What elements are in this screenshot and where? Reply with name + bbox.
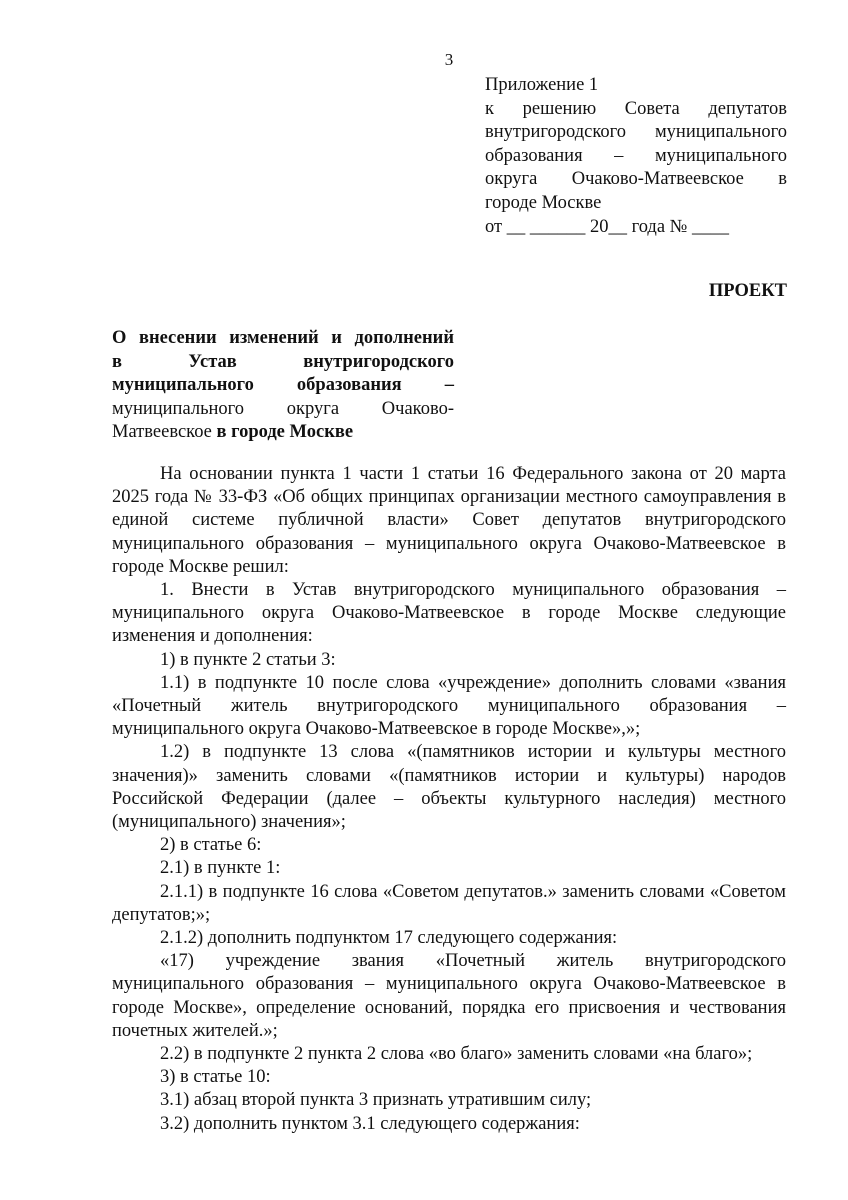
paragraph: 2.1.2) дополнить подпунктом 17 следующего содержания: xyxy=(160,928,618,949)
appendix-line: внутригородского муниципального xyxy=(485,122,787,143)
paragraph: 3.1) абзац второй пункта 3 признать утратившим силу; xyxy=(160,1090,592,1111)
title-line-normal: Матвеевское xyxy=(112,422,217,443)
paragraph: 2) в статье 6: xyxy=(160,835,262,856)
document-body xyxy=(112,463,786,1136)
paragraph: 1. Внести в Устав внутригородского муниципального образования – муниципального округа Очаково-Матвеевское в городе Москве следующие изменения и дополнения: xyxy=(112,580,786,647)
appendix-line: округа Очаково-Матвеевское в xyxy=(485,169,787,190)
paragraph: 1.1) в подпункте 10 после слова «учреждение» дополнить словами «звания «Почетный житель внутригородского муниципального образования – муниципального округа Очаково-Матвеевское в городе Москве»,»; xyxy=(112,672,786,740)
appendix-line: Приложение 1 xyxy=(485,75,599,95)
appendix-header xyxy=(485,74,787,239)
title-line: в Устав внутригородского xyxy=(112,351,454,372)
appendix-line: образования – муниципального xyxy=(485,145,787,166)
paragraph: 2.1) в пункте 1: xyxy=(160,858,281,879)
title-line: муниципального округа Очаково- xyxy=(112,398,454,419)
paragraph: 2.1.1) в подпункте 16 слова «Советом депутатов.» заменить словами «Советом депутатов;»; xyxy=(112,881,786,925)
document-title xyxy=(112,327,454,445)
title-line: О внесении изменений и дополнений xyxy=(112,328,454,348)
paragraph: 3.2) дополнить пунктом 3.1 следующего содержания: xyxy=(160,1113,580,1134)
paragraph: 3) в статье 10: xyxy=(160,1067,271,1088)
paragraph: 2.2) в подпункте 2 пункта 2 слова «во благо» заменить словами «на благо»; xyxy=(160,1044,753,1065)
title-line-bold: в городе Москве xyxy=(216,422,354,443)
appendix-line: к решению Совета депутатов xyxy=(485,98,787,119)
paragraph: «17) учреждение звания «Почетный житель внутригородского муниципального образования – муниципального округа Очаково-Матвеевское в городе Москве», определение оснований, порядка его присвоения и чествования почетных жителей.»; xyxy=(112,951,786,1041)
paragraph: 1.2) в подпункте 13 слова «(памятников истории и культуры местного значения)» заменить словами «(памятников истории и культуры) народов Российской Федерации (далее – объекты культурного наследия) местного (муниципального) значения»; xyxy=(112,742,786,833)
title-line: муниципального образования – xyxy=(112,375,454,396)
appendix-line: городе Москве xyxy=(485,192,602,213)
paragraph: 1) в пункте 2 статьи 3: xyxy=(160,649,336,670)
project-label: ПРОЕКТ xyxy=(708,281,787,301)
title-line-last xyxy=(112,422,353,442)
paragraph: На основании пункта 1 части 1 статьи 16 Федерального закона от 20 марта 2025 года № 33-ФЗ «Об общих принципах организации местного самоуправления в единой системе публичной власти» Совет депутатов внутригородского муниципального образования – муниципального округа Очаково-Матвеевское в городе Москве решил: xyxy=(112,464,786,577)
appendix-line: от __ ______ 20__ года № ____ xyxy=(485,216,729,237)
page-number: 3 xyxy=(444,50,454,69)
